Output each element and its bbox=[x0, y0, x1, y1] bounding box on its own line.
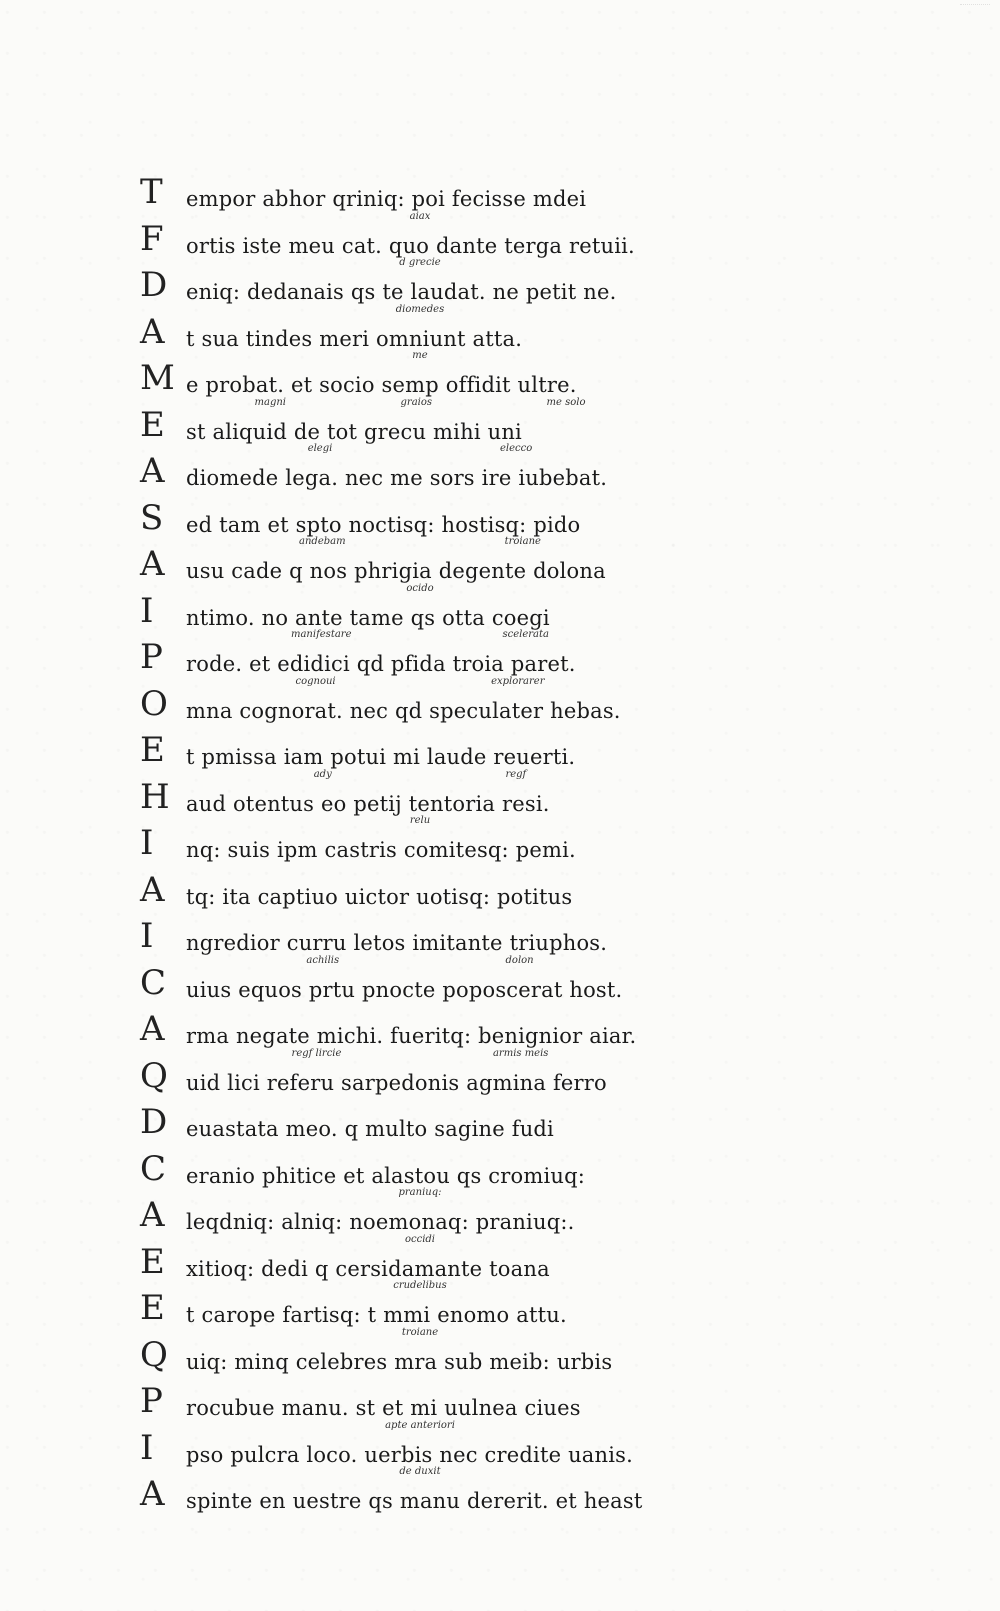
verse-text: rocubue manu. st et mi uulnea ciues bbox=[186, 1396, 581, 1420]
interlinear-gloss bbox=[140, 769, 700, 781]
gloss-word: graios bbox=[400, 396, 433, 408]
interlinear-gloss bbox=[140, 1327, 700, 1339]
corner-smudge bbox=[960, 4, 990, 21]
verse-initial: M bbox=[140, 358, 175, 398]
gloss-word: elecco bbox=[500, 443, 533, 454]
verse-text: nq: suis ipm castris comitesq: pemi. bbox=[186, 838, 576, 862]
verse-line bbox=[140, 954, 740, 1010]
verse-text: xitioq: dedi q cersidamante toana bbox=[186, 1256, 550, 1281]
verse-initial: O bbox=[140, 683, 168, 724]
verse-text: diomede lega. nec me sors ire iubebat. bbox=[186, 466, 608, 490]
gloss-word: regf bbox=[505, 768, 527, 780]
gloss-word: cognoui bbox=[295, 675, 336, 687]
interlinear-gloss bbox=[140, 1048, 700, 1060]
verse-text: ortis iste meu cat. quo dante terga retuii. bbox=[186, 233, 635, 258]
verse-text: tq: ita captiuo uictor uotisq: potitus bbox=[186, 884, 573, 909]
gloss-word: apte anteriori bbox=[385, 1419, 455, 1431]
verse-text: leqdniq: alniq: noemonaq: praniuq:. bbox=[186, 1210, 575, 1234]
interlinear-gloss bbox=[140, 1187, 700, 1199]
interlinear-gloss bbox=[140, 1234, 700, 1246]
verse-initial: D bbox=[140, 265, 168, 305]
verse-initial: E bbox=[140, 1241, 165, 1282]
verse-initial: I bbox=[140, 590, 154, 631]
verse-line bbox=[140, 1326, 740, 1382]
verse-initial: A bbox=[140, 1195, 165, 1235]
interlinear-gloss bbox=[140, 955, 700, 967]
verse-initial: E bbox=[140, 730, 165, 770]
verse-line bbox=[140, 1466, 740, 1521]
verse-text: ngredior curru letos imitante triuphos. bbox=[186, 931, 608, 955]
verse-initial: P bbox=[140, 637, 163, 677]
verse-text: rma negate michi. fueritq: benignior aiar. bbox=[186, 1024, 637, 1048]
verse-initial: P bbox=[140, 1381, 163, 1421]
verse-initial: H bbox=[140, 776, 170, 817]
verse-line bbox=[140, 675, 740, 731]
interlinear-gloss bbox=[140, 443, 700, 455]
verse-initial: A bbox=[140, 1009, 165, 1049]
verse-text: ntimo. no ante tame qs otta coegi bbox=[186, 605, 550, 630]
interlinear-gloss bbox=[140, 536, 700, 548]
verse-initial: C bbox=[140, 1148, 167, 1189]
verse-line bbox=[140, 815, 740, 870]
verse-initial: S bbox=[140, 497, 164, 538]
interlinear-gloss bbox=[140, 304, 700, 316]
verse-text: t sua tindes meri omniunt atta. bbox=[186, 326, 523, 351]
verse-text: uid lici referu sarpedonis agmina ferro bbox=[186, 1070, 607, 1095]
verse-text: aud otentus eo petij tentoria resi. bbox=[186, 791, 550, 816]
gloss-word: troiane bbox=[401, 1326, 439, 1338]
interlinear-gloss bbox=[140, 257, 700, 269]
verse-initial: Q bbox=[140, 1055, 168, 1096]
gloss-word: relu bbox=[409, 815, 431, 826]
gloss-word: dolon bbox=[505, 954, 534, 966]
verse-text: st aliquid de tot grecu mihi uni bbox=[186, 419, 522, 444]
verse-text: mna cognorat. nec qd speculater hebas. bbox=[186, 698, 621, 723]
interlinear-gloss bbox=[140, 1420, 700, 1432]
gloss-word: elegi bbox=[307, 443, 333, 454]
verse-initial: A bbox=[140, 544, 165, 584]
interlinear-gloss bbox=[140, 676, 700, 688]
verse-initial: T bbox=[140, 172, 163, 212]
gloss-word: achilis bbox=[306, 954, 340, 966]
gloss-word: explorarer bbox=[491, 675, 545, 687]
gloss-word: regf lircie bbox=[291, 1047, 342, 1059]
gloss-word: ady bbox=[313, 768, 332, 780]
verse-initial: E bbox=[140, 1288, 165, 1328]
verse-initial: A bbox=[140, 869, 165, 910]
interlinear-gloss bbox=[140, 1466, 700, 1478]
gloss-word: me bbox=[412, 350, 428, 361]
interlinear-gloss bbox=[140, 211, 700, 223]
verse-text: rode. et edidici qd pfida troia paret. bbox=[186, 652, 576, 676]
gloss-word: armis meis bbox=[492, 1047, 549, 1059]
gloss-word: magni bbox=[254, 396, 286, 408]
gloss-word: crudelibus bbox=[393, 1280, 447, 1291]
verse-text: uius equos prtu pnocte poposcerat host. bbox=[186, 977, 623, 1002]
gloss-word: scelerata bbox=[502, 629, 549, 640]
verse-text: t pmissa iam potui mi laude reuerti. bbox=[186, 745, 576, 769]
interlinear-gloss bbox=[140, 629, 700, 641]
verse-initial: I bbox=[140, 823, 154, 863]
gloss-word: aiax bbox=[409, 210, 431, 222]
gloss-word: occidi bbox=[404, 1233, 436, 1245]
verse-initial: Q bbox=[140, 1334, 168, 1375]
interlinear-gloss bbox=[140, 350, 700, 362]
verse-text: pso pulcra loco. uerbis nec credite uanis. bbox=[186, 1442, 634, 1467]
gloss-word: me solo bbox=[546, 396, 586, 408]
verse-line bbox=[140, 443, 740, 498]
verse-initial: F bbox=[140, 218, 164, 259]
verse-line bbox=[140, 1102, 740, 1149]
verse-text: e probat. et socio semp offidit ultre. bbox=[186, 373, 577, 397]
verse-initial: A bbox=[140, 451, 165, 491]
verse-initial: D bbox=[140, 1102, 168, 1142]
verse-text: usu cade q nos phrigia degente dolona bbox=[186, 559, 606, 583]
verse-text: empor abhor qriniq: poi fecisse mdei bbox=[186, 187, 587, 211]
verse-initial: I bbox=[140, 916, 154, 956]
manuscript-text-block bbox=[140, 172, 740, 1521]
verse-initial: C bbox=[140, 962, 167, 1003]
gloss-word: praniuq: bbox=[398, 1187, 442, 1198]
gloss-word: d grecie bbox=[399, 257, 441, 268]
verse-line bbox=[140, 870, 740, 917]
gloss-word: troiane bbox=[504, 536, 541, 547]
interlinear-gloss bbox=[140, 815, 700, 827]
verse-initial: A bbox=[140, 311, 165, 352]
gloss-word: manifestare bbox=[290, 629, 352, 640]
verse-initial: E bbox=[140, 404, 165, 445]
gloss-word: diomedes bbox=[395, 303, 445, 315]
verse-text: spinte en uestre qs manu dererit. et heast bbox=[186, 1489, 643, 1513]
verse-text: euastata meo. q multo sagine fudi bbox=[186, 1117, 554, 1141]
verse-line bbox=[140, 1047, 740, 1103]
gloss-word: de duxit bbox=[399, 1466, 441, 1477]
interlinear-gloss bbox=[140, 397, 700, 409]
gloss-word: andebam bbox=[299, 536, 346, 547]
gloss-word: ocido bbox=[406, 582, 434, 594]
verse-text: t carope fartisq: t mmi enomo attu. bbox=[186, 1303, 567, 1327]
verse-text: eranio phitice et alastou qs cromiuq: bbox=[186, 1163, 586, 1188]
verse-text: uiq: minq celebres mra sub meib: urbis bbox=[186, 1349, 613, 1374]
verse-text: eniq: dedanais qs te laudat. ne petit ne. bbox=[186, 280, 617, 304]
interlinear-gloss bbox=[140, 583, 700, 595]
verse-initial: I bbox=[140, 1427, 154, 1468]
verse-text: ed tam et spto noctisq: hostisq: pido bbox=[186, 512, 581, 537]
verse-initial: A bbox=[140, 1474, 165, 1514]
interlinear-gloss bbox=[140, 1280, 700, 1292]
